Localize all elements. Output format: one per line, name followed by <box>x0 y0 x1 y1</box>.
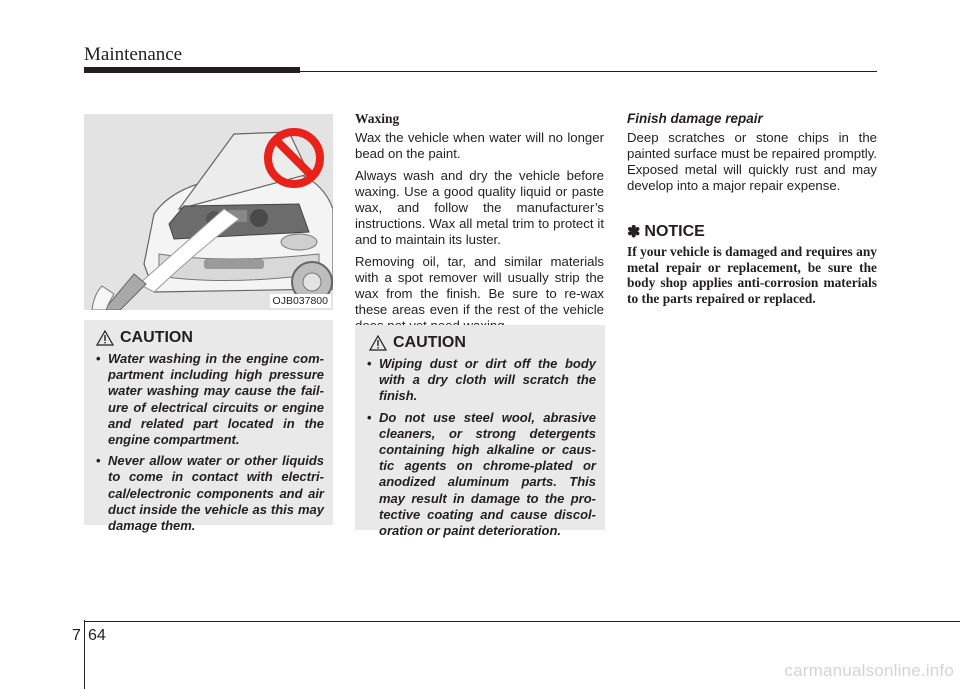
finish-damage-paragraph: Deep scratches or stone chips in the painted surface must be repaired promptly. Exposed metal will quickly rust and may develop into a major repair expense. <box>627 130 877 193</box>
header-rule-thick <box>84 67 300 73</box>
finish-damage-section <box>627 111 877 200</box>
caution-title: CAUTION <box>120 329 193 346</box>
notice-symbol-icon: ✽ <box>627 224 641 241</box>
warning-triangle-icon <box>369 335 387 351</box>
caution-item: • Never allow water or other liquids to come in contact with electri-cal/electronic components and air duct inside the vehicle as this may damage them. <box>89 453 324 534</box>
prohibition-sign-icon <box>262 126 326 190</box>
page-header-title: Maintenance <box>84 44 183 65</box>
notice-heading <box>627 222 705 242</box>
caution-heading <box>369 334 596 352</box>
page-number: 64 <box>88 627 106 644</box>
caution-heading <box>96 329 324 347</box>
caution-item: • Do not use steel wool, abrasive cleaners, or strong detergents containing high alkaline or caus-tic agents on chrome-plated or anodized aluminum parts. This may result in damage to the pro-tective coating and cause discol-oration or paint deterioration. <box>360 410 596 540</box>
waxing-heading: Waxing <box>355 111 400 126</box>
waxing-paragraph: Always wash and dry the vehicle before waxing. Use a good quality liquid or paste wax, and follow the manufacturer’s instructions. Wax all metal trim to protect it and to maintain its luster. <box>355 168 604 247</box>
caution-title: CAUTION <box>393 334 466 351</box>
warning-triangle-icon <box>96 330 114 346</box>
figure-label: OJB037800 <box>270 294 331 308</box>
notice-text: If your vehicle is damaged and requires any metal repair or replacement, be sure the body shop applies anti-corrosion materials to the parts repaired or replaced. <box>627 244 877 306</box>
waxing-paragraph: Wax the vehicle when water will no longer bead on the paint. <box>355 130 604 161</box>
caution-list <box>360 356 596 539</box>
caution-list <box>89 351 324 534</box>
waxing-paragraph: Removing oil, tar, and similar materials with a spot remover will usually strip the wax from the finish. Be sure to re-wax these areas even if the rest of the vehicle <box>355 254 604 317</box>
chapter-number: 7 <box>72 627 81 644</box>
header-rule-thin <box>300 71 877 72</box>
notice-title: NOTICE <box>644 223 705 240</box>
footer-vertical-rule <box>84 620 85 689</box>
caution-item: • Water washing in the engine com-partment including high pressure water washing may cause the fail-ure of electrical circuits or engine and related part located in the engine compartment. <box>89 351 324 448</box>
caution-box-body-cleaning <box>355 325 605 539</box>
waxing-section <box>355 111 604 340</box>
watermark: carmanualsonline.info <box>784 661 954 680</box>
engine-wash-illustration <box>84 114 333 310</box>
finish-damage-heading: Finish damage repair <box>627 111 763 126</box>
caution-box-engine-washing <box>84 320 333 534</box>
caution-item: • Wiping dust or dirt off the body with a dry cloth will scratch the finish. <box>360 356 596 405</box>
footer-horizontal-rule <box>84 621 960 622</box>
